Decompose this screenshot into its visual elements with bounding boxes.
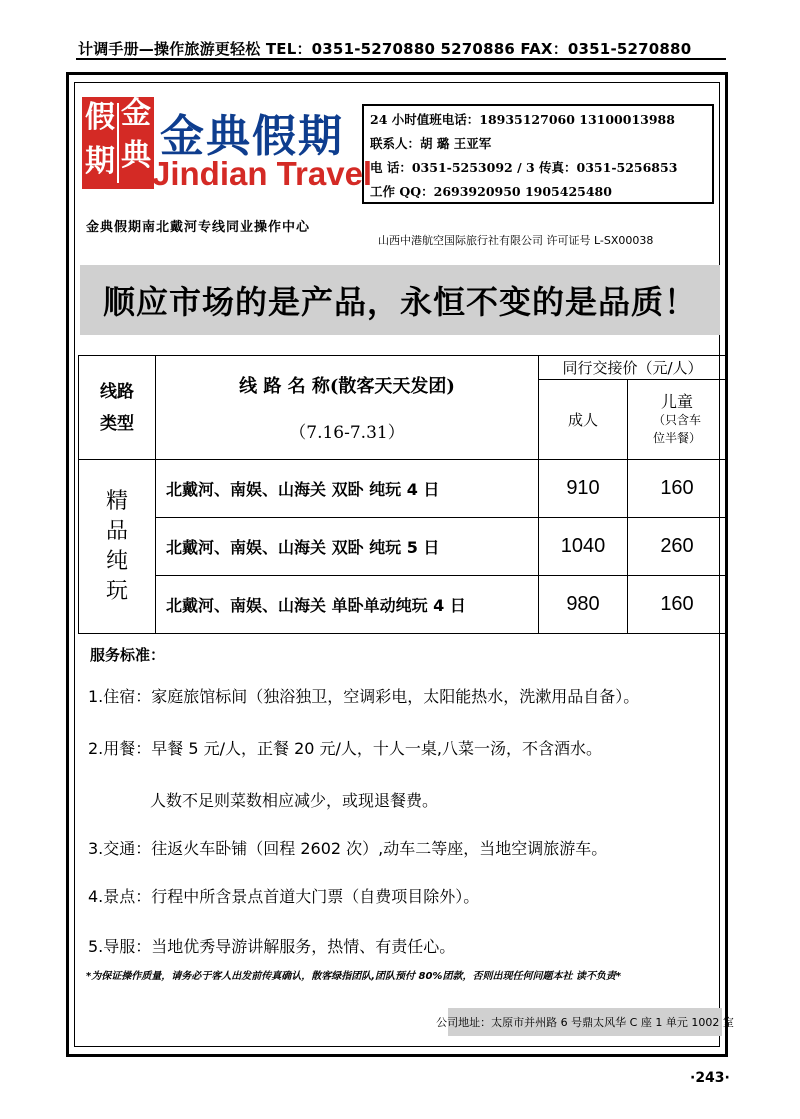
category-cell: 精 品 纯 玩 [79,460,156,634]
seal-char: 典 [121,138,151,173]
route-name: 北戴河、南娱、山海关 双卧 纯玩 4 日 [156,460,539,518]
standard-item: 2.用餐：早餐 5 元/人，正餐 20 元/人，十人一桌,八菜一汤，不含酒水。 [88,739,603,758]
contact-box [362,104,714,204]
slogan: 顺应市场的是产品，永恒不变的是品质！ [102,283,697,321]
company-address: 公司地址：太原市并州路 6 号鼎太风华 C 座 1 单元 1002 室 [448,1008,722,1036]
seal-char: 金 [121,96,151,131]
standard-item: 人数不足则菜数相应减少，或现退餐费。 [150,791,439,810]
contact-line: 工作 QQ：2693920950 1905425480 [370,184,612,199]
contact-line: 联系人：胡 璐 王亚军 [370,136,492,151]
header-rule [76,58,726,60]
adult-price: 980 [539,576,628,634]
slogan-band [80,265,720,335]
footnote: *为保证操作质量，请务必于客人出发前传真确认，散客绿指团队,团队预付 80%团款，否则出现任何问题本社 读不负责* [86,971,622,982]
child-header: 儿童 （只含车 位半餐） [628,380,727,460]
standard-item: 3.交通：往返火车卧铺（回程 2602 次）,动车二等座，当地空调旅游车。 [88,839,608,858]
child-price: 160 [628,576,727,634]
table-row [79,460,727,518]
name-header: 线 路 名 称(散客天天发团) （7.16-7.31） [156,356,539,460]
child-price: 260 [628,518,727,576]
standards-title: 服务标准： [90,646,166,664]
date-range: （7.16-7.31） [289,423,405,443]
logo-name-en: Jindian Travel [152,155,373,192]
adult-price: 910 [539,460,628,518]
route-table [78,355,727,634]
standard-item: 5.导服：当地优秀导游讲解服务，热情、有责任心。 [88,937,456,956]
header-tagline: 计调手册—操作旅游更轻松 TEL：0351-5270880 5270886 FAX：0351-5270880 [78,40,692,58]
table-row [79,576,727,634]
seal-char: 假 [85,100,115,135]
adult-price: 1040 [539,518,628,576]
table-row [79,518,727,576]
price-header: 同行交接价（元/人） [539,356,727,380]
logo-name-cn: 金典假期 [160,111,344,162]
seal-char: 期 [85,144,115,179]
standard-item: 1.住宿：家庭旅馆标间（独浴独卫，空调彩电，太阳能热水，洗漱用品自备）。 [88,687,640,706]
license-text: 山西中港航空国际旅行社有限公司 许可证号 L-SX00038 [378,234,654,247]
logo-seal [82,97,154,189]
route-name: 北戴河、南娱、山海关 双卧 纯玩 5 日 [156,518,539,576]
route-name: 北戴河、南娱、山海关 单卧单动纯玩 4 日 [156,576,539,634]
adult-header: 成人 [539,380,628,460]
standard-item: 4.景点：行程中所含景点首道大门票（自费项目除外）。 [88,887,480,906]
page-number: ·243· [690,1070,730,1086]
center-name: 金典假期南北戴河专线同业操作中心 [86,220,311,235]
type-header: 线路 类型 [79,356,156,460]
contact-line: 24 小时值班电话：18935127060 13100013988 [370,112,675,127]
child-price: 160 [628,460,727,518]
contact-line: 电 话：0351-5253092 / 3 传真：0351-5256853 [370,160,678,175]
